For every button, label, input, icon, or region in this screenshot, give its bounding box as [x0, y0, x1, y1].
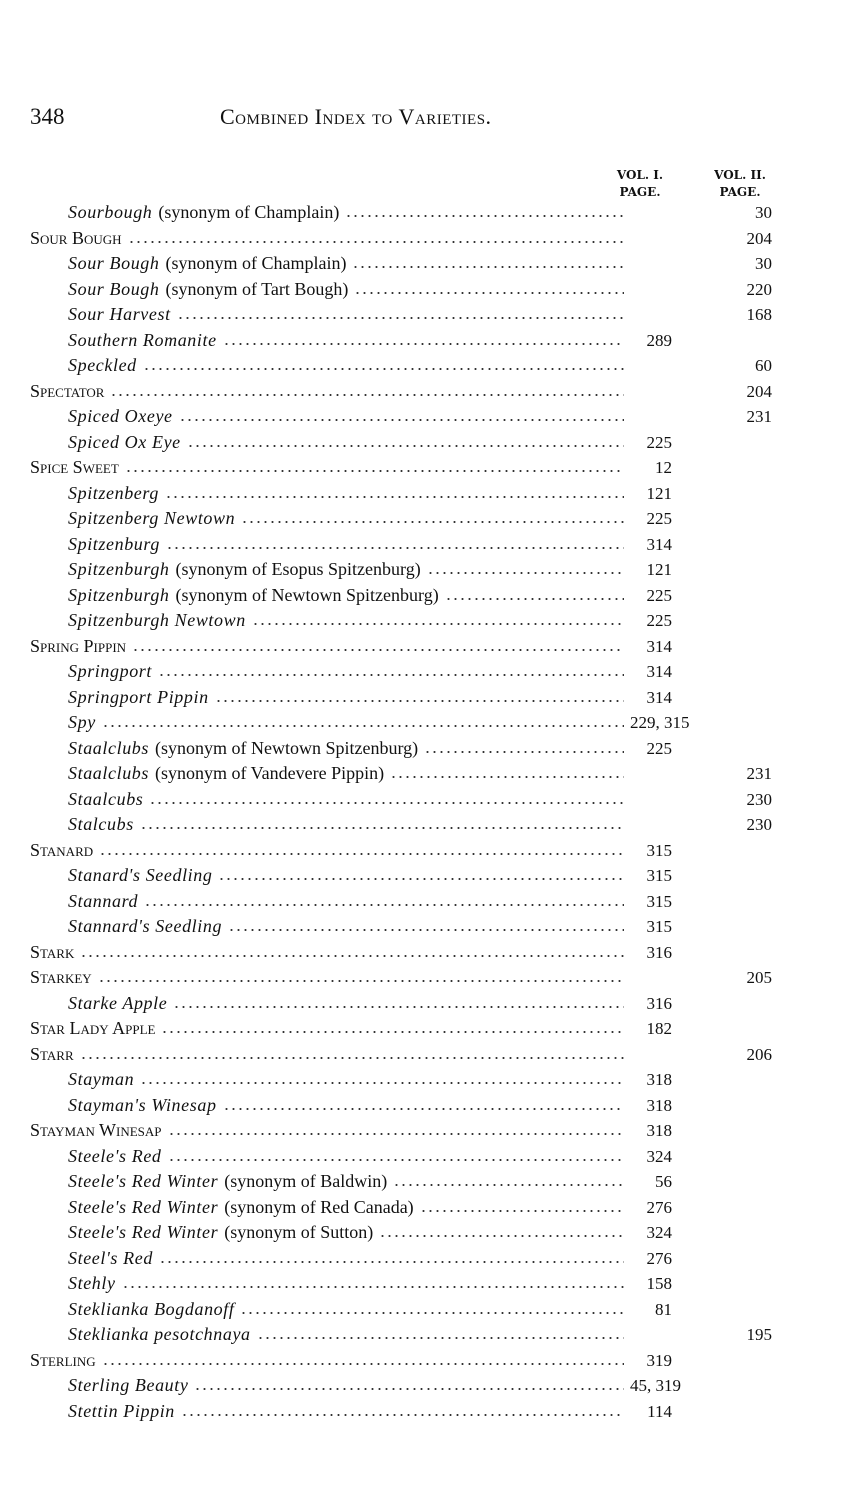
vol1-page: 229, 315 — [630, 713, 690, 732]
dot-leader — [427, 572, 624, 574]
vol1-page: 56 — [655, 1172, 672, 1191]
index-entry — [30, 636, 772, 662]
entry-name: Steele's Red Winter — [68, 1196, 219, 1217]
vol1-page: 319 — [646, 1350, 672, 1370]
index-entry — [30, 1222, 772, 1248]
entry-name: Spy — [68, 712, 96, 732]
entry-name: Spitzenburgh — [68, 584, 170, 605]
entry-name: Sourbough — [68, 202, 153, 222]
entry-name: Staalcubs — [68, 788, 144, 809]
entry-name: Spitzenburgh — [68, 559, 170, 579]
vol1-page: 276 — [646, 1248, 672, 1268]
entry-synonym: (synonym of Red Canada) — [224, 1196, 414, 1217]
vol1-page: 315 — [646, 840, 672, 860]
entry-name: Steele's Red Winter — [68, 1171, 219, 1191]
dot-leader — [158, 674, 624, 676]
vol1-page: 318 — [646, 1095, 672, 1115]
dot-leader — [144, 904, 624, 906]
entry-name: Sour Harvest — [68, 304, 171, 324]
entry-name: Stanard — [30, 839, 94, 860]
index-entry — [30, 967, 772, 993]
index-entry — [30, 687, 772, 713]
vol1-page: 315 — [646, 891, 672, 911]
entry-name: Stayman's Winesap — [68, 1094, 217, 1115]
entry-name: Stettin Pippin — [68, 1400, 175, 1421]
dot-leader — [194, 1388, 624, 1390]
index-entry — [30, 865, 772, 891]
vol1-page: 318 — [646, 1070, 672, 1089]
index-entry — [30, 1120, 772, 1146]
dot-leader — [159, 1261, 624, 1263]
index-entry — [30, 763, 772, 789]
dot-leader — [252, 623, 624, 625]
dot-leader — [390, 776, 624, 778]
vol2-page: 30 — [755, 254, 772, 273]
vol1-page: 289 — [646, 330, 672, 350]
vol1-page: 121 — [646, 483, 672, 503]
index-entry — [30, 457, 772, 483]
index-entry — [30, 1401, 772, 1427]
vol2-page: 195 — [746, 1325, 772, 1344]
vol1-page: 316 — [646, 942, 672, 962]
dot-leader — [80, 955, 624, 957]
dot-leader — [125, 470, 624, 472]
dot-leader — [181, 1414, 624, 1416]
vol2-page: 206 — [746, 1044, 772, 1064]
entry-name: Stannard's Seedling — [68, 916, 223, 936]
index-entry — [30, 942, 772, 968]
entry-name: Spitzenburg — [68, 533, 160, 554]
entry-name: Sterling — [30, 1349, 96, 1370]
page-number: 348 — [30, 104, 65, 129]
index-entry — [30, 1069, 772, 1095]
index-entry — [30, 253, 772, 279]
vol1-page: 315 — [646, 917, 672, 936]
dot-leader — [161, 1031, 624, 1033]
index-entry — [30, 1324, 772, 1350]
vol1-page: 314 — [646, 636, 672, 656]
index-entry — [30, 1299, 772, 1325]
entry-synonym: (synonym of Esopus Spitzenburg) — [175, 559, 421, 579]
vol2-page: 30 — [755, 203, 772, 222]
entry-name: Stannard — [68, 890, 139, 911]
vol1-page: 315 — [646, 866, 672, 885]
dot-leader — [420, 1210, 624, 1212]
column-header-vol2-line2: PAGE. — [719, 185, 761, 199]
dot-leader — [424, 751, 624, 753]
vol1-page: 12 — [655, 458, 672, 477]
entry-name: Sour Bough — [68, 253, 160, 273]
vol2-page: 205 — [746, 968, 772, 987]
dot-leader — [110, 394, 624, 396]
dot-leader — [102, 1363, 624, 1365]
vol1-page: 225 — [646, 509, 672, 528]
entry-name: Steklianka pesotchnaya — [68, 1324, 251, 1344]
column-header-vol2 — [705, 167, 775, 201]
index-entry — [30, 1273, 772, 1299]
entry-name: Spring Pippin — [30, 635, 127, 656]
entry-name: Starr — [30, 1043, 74, 1064]
entry-name: Spiced Oxeye — [68, 406, 173, 426]
column-header-vol1 — [605, 167, 675, 201]
dot-leader — [168, 1159, 624, 1161]
dot-leader — [215, 700, 624, 702]
index-entry — [30, 610, 772, 636]
vol2-page: 60 — [755, 356, 772, 375]
dot-leader — [102, 725, 624, 727]
entry-name: Stayman — [68, 1069, 135, 1089]
dot-leader — [223, 343, 624, 345]
dot-leader — [345, 215, 624, 217]
vol2-page: 230 — [746, 789, 772, 809]
vol1-page: 158 — [646, 1274, 672, 1293]
entry-synonym: (synonym of Tart Bough) — [165, 278, 349, 299]
dot-leader — [98, 980, 624, 982]
dot-leader — [354, 292, 624, 294]
vol1-page: 81 — [655, 1299, 672, 1319]
dot-leader — [393, 1184, 624, 1186]
entry-name: Steel's Red — [68, 1247, 153, 1268]
vol2-page: 231 — [746, 764, 772, 783]
index-entry — [30, 1350, 772, 1376]
vol1-page: 324 — [646, 1146, 672, 1166]
dot-leader — [240, 1312, 624, 1314]
entry-synonym: (synonym of Sutton) — [224, 1222, 374, 1242]
dot-leader — [223, 1108, 624, 1110]
dot-leader — [257, 1337, 624, 1339]
index-entry — [30, 432, 772, 458]
index-entry — [30, 891, 772, 917]
entry-name: Stayman Winesap — [30, 1120, 162, 1140]
index-entry — [30, 1018, 772, 1044]
entry-name: Starke Apple — [68, 992, 168, 1013]
index-entry — [30, 279, 772, 305]
index-entry — [30, 406, 772, 432]
index-entry — [30, 789, 772, 815]
index-entry — [30, 585, 772, 611]
dot-leader — [140, 1082, 624, 1084]
index-entry — [30, 738, 772, 764]
vol1-page: 314 — [646, 687, 672, 707]
vol1-page: 182 — [646, 1019, 672, 1038]
entry-name: Spitzenberg Newtown — [68, 508, 236, 528]
vol1-page: 225 — [646, 611, 672, 630]
page-title: Combined Index to Varieties. — [220, 104, 492, 129]
entry-name: Steele's Red — [68, 1145, 162, 1166]
dot-leader — [80, 1057, 624, 1059]
vol1-page: 121 — [646, 560, 672, 579]
column-header-vol2-line1: VOL. II. — [714, 168, 766, 182]
dot-leader — [128, 241, 624, 243]
index-entry — [30, 1248, 772, 1274]
entry-name: Springport Pippin — [68, 686, 209, 707]
entry-name: Staalclubs — [68, 737, 149, 758]
entry-name: Sterling Beauty — [68, 1375, 189, 1395]
vol1-page: 225 — [646, 432, 672, 452]
dot-leader — [445, 598, 624, 600]
entry-name: Stanard's Seedling — [68, 865, 213, 885]
index-entry — [30, 814, 772, 840]
vol1-page: 314 — [646, 662, 672, 681]
entry-name: Southern Romanite — [68, 329, 217, 350]
entry-name: Spice Sweet — [30, 457, 119, 477]
entry-synonym: (synonym of Baldwin) — [224, 1171, 388, 1191]
dot-leader — [177, 317, 624, 319]
index-entry — [30, 304, 772, 330]
entry-name: Starkey — [30, 967, 92, 987]
vol1-page: 225 — [646, 738, 672, 758]
index-entry — [30, 228, 772, 254]
entry-name: Steele's Red Winter — [68, 1222, 219, 1242]
dot-leader — [149, 802, 624, 804]
index-entry — [30, 993, 772, 1019]
entry-name: Springport — [68, 661, 153, 681]
vol2-page: 231 — [746, 407, 772, 426]
entry-name: Stalcubs — [68, 814, 134, 834]
index-entry — [30, 1095, 772, 1121]
index-entry — [30, 1044, 772, 1070]
dot-leader — [379, 1235, 624, 1237]
entry-name: Speckled — [68, 355, 137, 375]
index-entry — [30, 330, 772, 356]
vol1-page: 225 — [646, 585, 672, 605]
dot-leader — [132, 649, 624, 651]
entry-name: Star Lady Apple — [30, 1018, 156, 1038]
vol1-page: 314 — [646, 534, 672, 554]
vol1-page: 45, 319 — [630, 1376, 681, 1395]
dot-leader — [218, 878, 624, 880]
index-entry — [30, 202, 772, 228]
dot-leader — [143, 368, 624, 370]
vol1-page: 316 — [646, 993, 672, 1013]
vol2-page: 168 — [746, 305, 772, 324]
index-entry — [30, 916, 772, 942]
dot-leader — [140, 827, 624, 829]
vol1-page: 276 — [646, 1197, 672, 1217]
entry-name: Spitzenburgh Newtown — [68, 610, 246, 630]
index-entry — [30, 1197, 772, 1223]
entry-name: Sour Bough — [30, 227, 122, 248]
index-entry — [30, 712, 772, 738]
index-entry — [30, 661, 772, 687]
index-entry — [30, 483, 772, 509]
dot-leader — [166, 547, 624, 549]
vol2-page: 204 — [746, 381, 772, 401]
dot-leader — [241, 521, 624, 523]
dot-leader — [165, 496, 624, 498]
entry-name: Stark — [30, 941, 75, 962]
entry-name: Staalclubs — [68, 763, 149, 783]
index-entry — [30, 840, 772, 866]
vol2-page: 220 — [746, 279, 772, 299]
dot-leader — [173, 1006, 624, 1008]
dot-leader — [228, 929, 624, 931]
column-header-vol1-line1: VOL. I. — [616, 168, 664, 182]
index-entry — [30, 381, 772, 407]
index-entry — [30, 508, 772, 534]
vol1-page: 318 — [646, 1121, 672, 1140]
index-entries — [30, 202, 772, 1426]
index-entry — [30, 1171, 772, 1197]
index-entry — [30, 559, 772, 585]
entry-synonym: (synonym of Newtown Spitzenburg) — [155, 737, 419, 758]
entry-name: Spitzenberg — [68, 482, 159, 503]
index-entry — [30, 1146, 772, 1172]
vol2-page: 230 — [746, 815, 772, 834]
dot-leader — [99, 853, 624, 855]
entry-synonym: (synonym of Champlain) — [165, 253, 347, 273]
entry-name: Spectator — [30, 380, 105, 401]
entry-synonym: (synonym of Vandevere Pippin) — [155, 763, 385, 783]
vol1-page: 324 — [646, 1223, 672, 1242]
vol1-page: 114 — [647, 1401, 672, 1421]
index-entry — [30, 355, 772, 381]
entry-name: Spiced Ox Eye — [68, 431, 181, 452]
dot-leader — [179, 419, 624, 421]
index-entry — [30, 534, 772, 560]
dot-leader — [168, 1133, 625, 1135]
entry-name: Stehly — [68, 1273, 116, 1293]
index-entry — [30, 1375, 772, 1401]
entry-name: Sour Bough — [68, 278, 160, 299]
entry-synonym: (synonym of Newtown Spitzenburg) — [175, 584, 439, 605]
column-header-vol1-line2: PAGE. — [619, 185, 661, 199]
entry-name: Steklianka Bogdanoff — [68, 1298, 235, 1319]
vol2-page: 204 — [746, 228, 772, 248]
dot-leader — [122, 1286, 624, 1288]
entry-synonym: (synonym of Champlain) — [158, 202, 340, 222]
dot-leader — [187, 445, 624, 447]
dot-leader — [352, 266, 624, 268]
